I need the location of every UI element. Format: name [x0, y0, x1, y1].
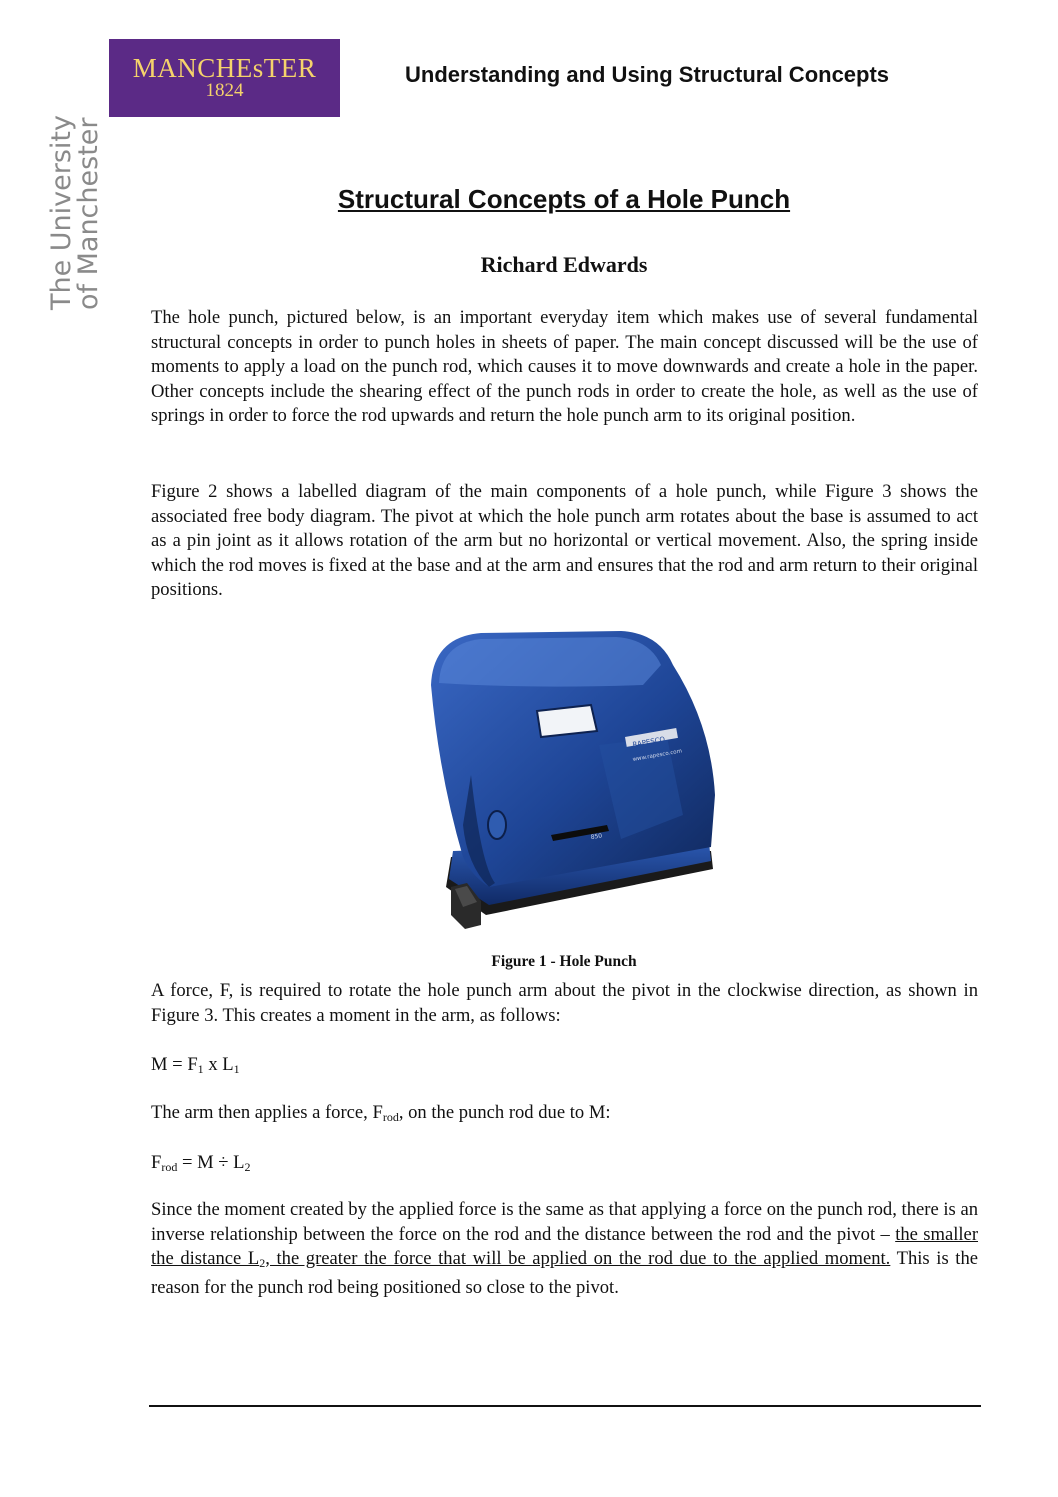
header-title: Understanding and Using Structural Concepts: [405, 62, 890, 87]
side-wordmark-line2: of Manchester: [73, 117, 104, 310]
figure-brand-label: RAPESCO: [631, 735, 666, 749]
paragraph-intro: The hole punch, pictured below, is an important everyday item which makes use of several fundamental structural concepts in order to punch holes in sheets of paper. The main concept discussed will be the use of moments to apply a load on the punch rod, which causes it to move downwards and create a hole in the paper. Other concepts include the shearing effect of the punch rods in order to create the hole, as well as the use of springs in order to force the rod upwards and return the hole punch arm to its original position.: [151, 307, 978, 427]
equation-rod-force: $F_{rod} = M \div L_2$: [151, 1152, 251, 1174]
figure-caption: Figure 1 - Hole Punch: [491, 953, 637, 970]
logo-name: MANCHEsTER: [132, 53, 317, 83]
underlined-statement: the smaller the distance $L_2$, the greater the force that will be applied on the rod due to the applied moment.: [151, 1223, 979, 1271]
document-title: Structural Concepts of a Hole Punch: [337, 184, 791, 214]
figure-model-label: 850: [590, 832, 603, 841]
paragraph-inverse-relationship: Since the moment created by the applied force is the same as that applying a force on the punch rod, there is an inverse relationship between the force on the rod and the distance between the rod and the pivot – the smaller the distance $L_2$, the greater the force that will be applied on the rod due to the applied moment. This is the reason for the punch rod being positioned so close to the pivot.: [151, 1199, 979, 1298]
paragraph-force: A force, F, is required to rotate the hole punch arm about the pivot in the clockwise direction, as shown in Figure 3. This creates a moment in the arm, as follows:: [151, 980, 978, 1026]
paragraph-rod-force: The arm then applies a force, $F_{rod}$, on the punch rod due to M:: [151, 1102, 611, 1124]
side-wordmark-line1: The University: [46, 115, 77, 310]
hole-punch-figure: [411, 625, 729, 943]
author-name: Richard Edwards: [480, 252, 648, 277]
logo-year: 1824: [205, 80, 244, 101]
footer-rule: [149, 1405, 981, 1407]
equation-moment: $M = F_1$ x $L_1$: [151, 1054, 240, 1076]
figure-brand-url: www.rapesco.com: [632, 748, 683, 763]
paragraph-figure-description: Figure 2 shows a labelled diagram of the main components of a hole punch, while Figure 3 shows the associated free body diagram. The pivot at which the hole punch arm rotates about the base is assumed to act as a pin joint as it allows rotation of the arm but no horizontal or vertical movement. Also, the spring inside which the rod moves is fixed at the base and at the arm and ensures that the rod and arm return to their original positions.: [151, 481, 978, 601]
university-logo: [109, 39, 340, 117]
